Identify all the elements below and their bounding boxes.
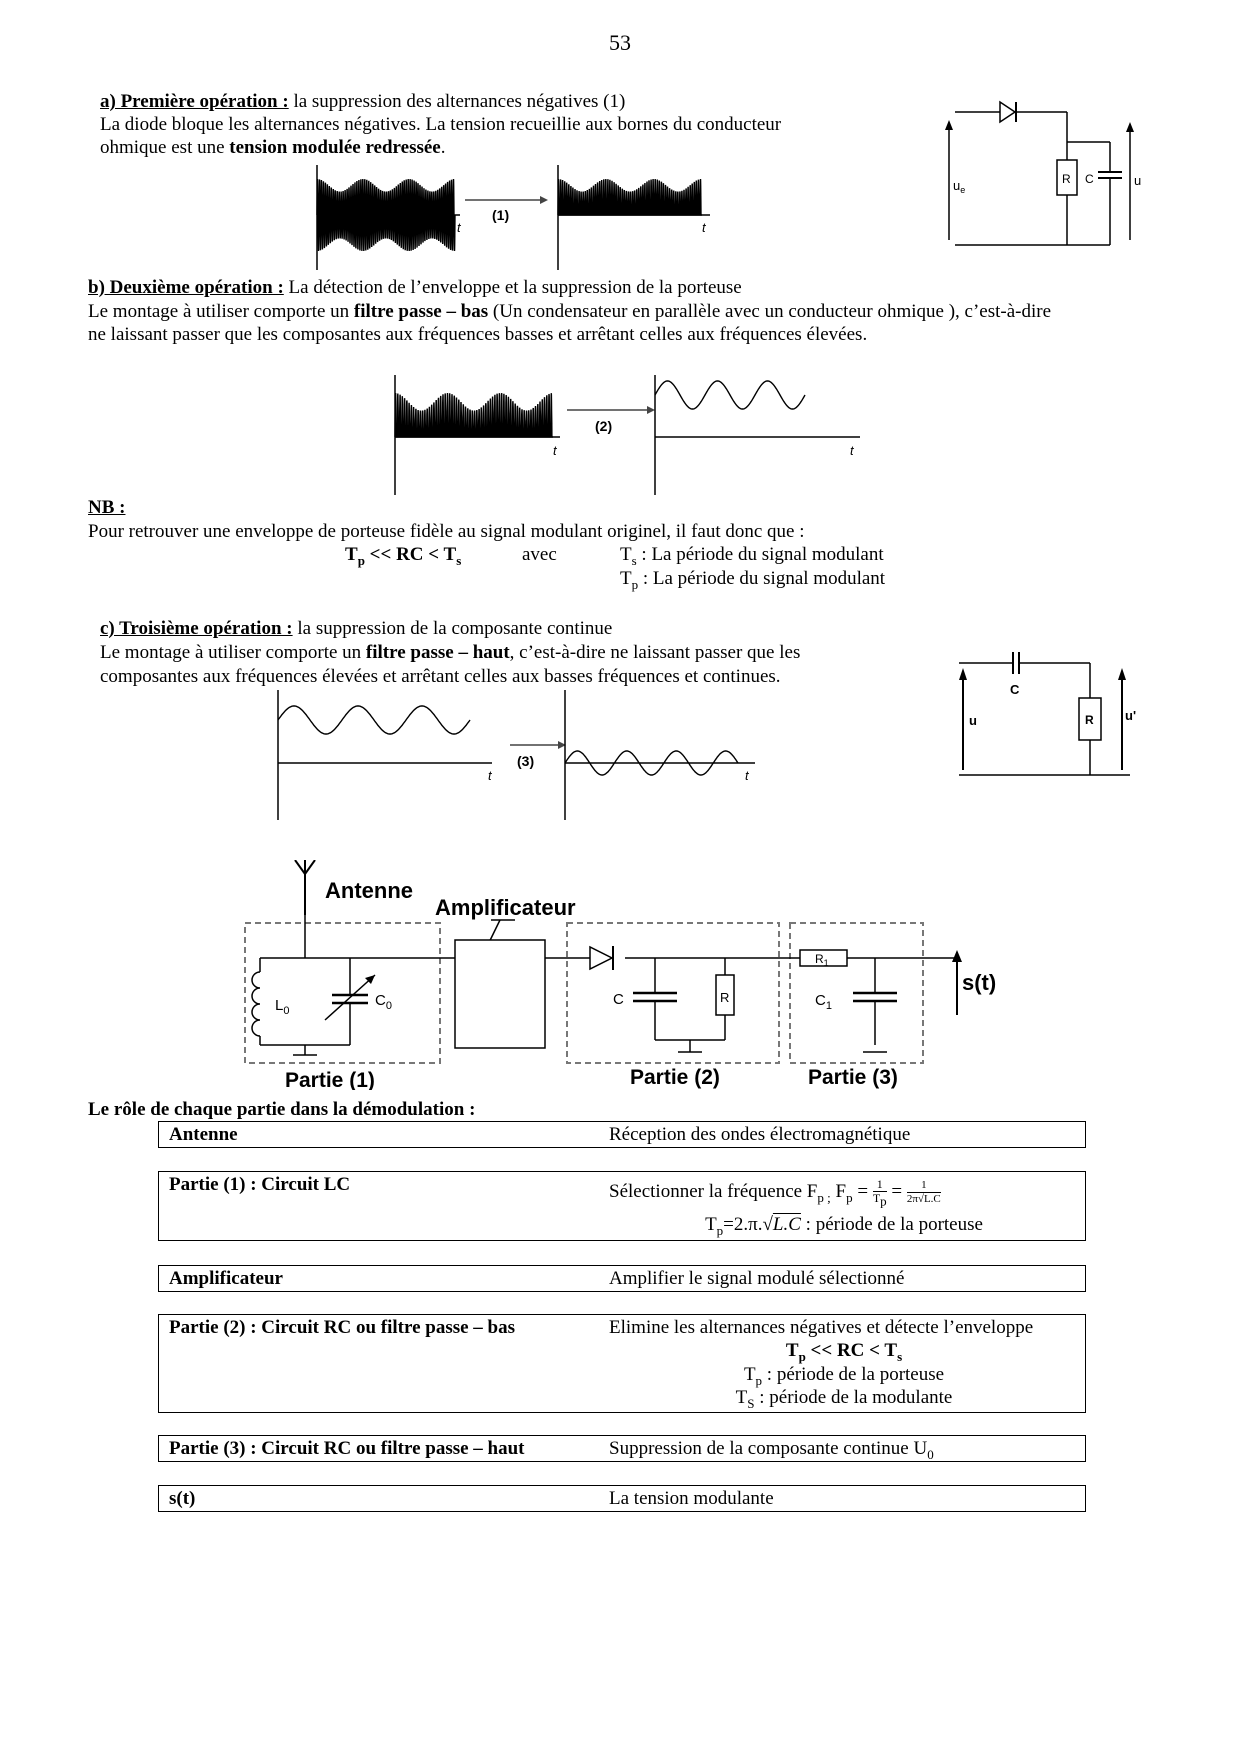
- modulated-signal-graph: [317, 165, 462, 270]
- svg-text:C: C: [1085, 172, 1094, 186]
- svg-text:R: R: [1062, 172, 1071, 186]
- svg-text:u': u': [1125, 708, 1137, 723]
- svg-text:R: R: [720, 990, 730, 1005]
- nb-tp-def: $T_p$ : La période du signal modulant: [620, 568, 886, 592]
- ac-signal-graph: [565, 690, 755, 820]
- arrow-3: [510, 741, 566, 769]
- arrow-2: [567, 406, 655, 434]
- role-antenne: Antenne Réception des ondes électromagnétique: [158, 1121, 1086, 1148]
- svg-text:C: C: [1010, 682, 1020, 697]
- role-partie-1: Partie (1) : Circuit LC Sélectionner la fréquence $F_{p ;}$ $F_p$ = $\frac{1}{T_p}$ = $\frac{1}{2\pi√L.C}$ $T_p=2.\pi.√L.C$ : période de la porteuse: [158, 1171, 1086, 1241]
- svg-text:u: u: [969, 713, 977, 728]
- role-partie-3: Partie (3) : Circuit RC ou filtre passe – haut Suppression de la composante continue $U_0$: [158, 1435, 1086, 1462]
- partie-1-label: Partie (1): [285, 1069, 375, 1090]
- st-label: s(t): [962, 970, 997, 995]
- svg-text:C0: $C_0$: [375, 992, 392, 1012]
- section-b-title: b) Deuxième opération : La détection de l’enveloppe et la suppression de la porteuse: [88, 277, 742, 298]
- diode-icon: [590, 946, 613, 970]
- section-c-line3: composantes aux fréquences élevées et arrêtant celles aux basses fréquences et continues.: [100, 666, 781, 687]
- section-a-title: a) Première opération : la suppression des alternances négatives (1): [100, 91, 626, 112]
- section-c-title: c) Troisième opération : la suppression de la composante continue: [100, 618, 613, 639]
- svg-text:C1: $C_1$: [815, 992, 832, 1012]
- circuit-high-pass: [955, 650, 1145, 780]
- partie-2-label: Partie (2): [630, 1066, 720, 1089]
- axis-t-label: t: [745, 768, 749, 783]
- amplificateur-label: Amplificateur: [435, 895, 576, 920]
- diode-symbol: [1000, 102, 1016, 122]
- receiver-diagram: [235, 860, 1005, 1090]
- axis-t-label: t: [488, 768, 492, 783]
- role-amplificateur: Amplificateur Amplifier le signal modulé sélectionné: [158, 1265, 1086, 1292]
- section-b-line2: Le montage à utiliser comporte un filtre passe – bas (Un condensateur en parallèle avec un conducteur ohmique ), c’est-à-dire: [88, 301, 1052, 322]
- nb-avec: avec: [522, 544, 557, 565]
- section-a-line2: La diode bloque les alternances négatives. La tension recueillie aux bornes du conducteur: [100, 114, 782, 135]
- svg-text:R1: $R_1$: [815, 952, 829, 968]
- inductor-l0: [252, 958, 260, 1045]
- section-c-line2: Le montage à utiliser comporte un filtre passe – haut, c’est-à-dire ne laissant passer que les: [100, 642, 801, 663]
- envelope-signal-graph: [655, 375, 860, 495]
- figure-envelope-detection: [385, 375, 865, 495]
- section-b-line3: ne laissant passer que les composantes aux fréquences basses et arrêtant celles aux fréquences élevées.: [88, 324, 868, 345]
- figure-dc-removal: [270, 690, 760, 820]
- partie-3-label: Partie (3): [808, 1066, 898, 1089]
- partie-1-box: [245, 923, 440, 1063]
- page-number: 53: [609, 30, 631, 55]
- figure-rectification: [300, 160, 720, 270]
- roles-heading: Le rôle de chaque partie dans la démodulation :: [88, 1099, 476, 1120]
- axis-t-label: t: [702, 220, 706, 235]
- circuit-diode-rc: [945, 100, 1145, 250]
- axis-t-label: t: [553, 443, 557, 458]
- arrow-3-label: (3): [517, 753, 535, 769]
- arrow-2-label: (2): [595, 418, 613, 434]
- nb-ts-def: $T_s$ : La période du signal modulant: [620, 544, 884, 568]
- role-st: s(t) La tension modulante: [158, 1485, 1086, 1512]
- nb-condition: $T_p$ << RC < $T_s$: [345, 544, 462, 568]
- nb-title: NB :: [88, 497, 126, 518]
- arrow-1: [465, 196, 548, 223]
- antenne-label: Antenne: [325, 878, 413, 903]
- svg-text:R: R: [1085, 713, 1094, 727]
- axis-t-label: t: [457, 220, 461, 235]
- section-a-line3: ohmique est une tension modulée redressée.: [100, 137, 446, 158]
- rectified-signal-graph: [395, 375, 560, 495]
- svg-text:L0: $L_0$: [275, 997, 290, 1017]
- rectified-signal-graph: [558, 165, 710, 270]
- variable-capacitor-c0: [325, 958, 375, 1045]
- svg-text:u: u: [1134, 173, 1142, 188]
- axis-t-label: t: [850, 443, 854, 458]
- role-partie-2: Partie (2) : Circuit RC ou filtre passe – bas Elimine les alternances négatives et détecte l’enveloppe $T_p$ << RC < $T_s$ $T_p$ : période de la porteuse $T_S$ : période de la modulante: [158, 1314, 1086, 1413]
- amplifier-block: [455, 940, 545, 1048]
- envelope-dc-graph: [278, 690, 493, 820]
- arrow-1-label: (1): [492, 207, 510, 223]
- nb-line1: Pour retrouver une enveloppe de porteuse fidèle au signal modulant originel, il faut donc que :: [88, 521, 805, 542]
- antenna-icon: [295, 860, 315, 915]
- svg-text:C: C: [613, 991, 624, 1008]
- ue-label: $u_e$: [953, 178, 966, 195]
